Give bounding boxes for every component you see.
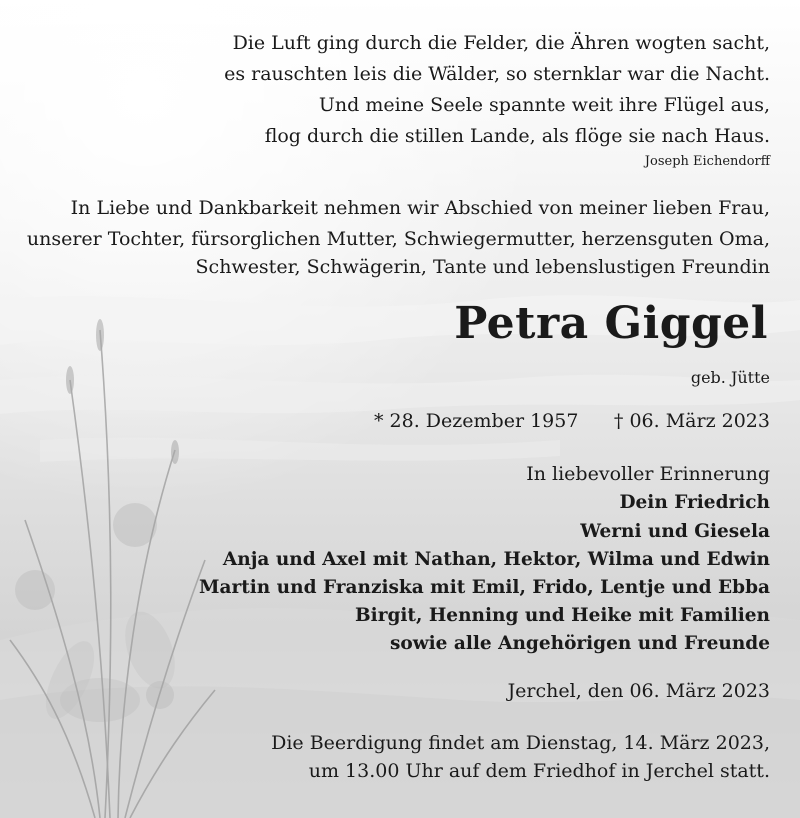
death-date: † 06. März 2023 [613,410,770,432]
mourner-line: Werni und Giesela [580,521,770,542]
poem-author: Joseph Eichendorff [644,154,770,169]
intro-line-1: In Liebe und Dankbarkeit nehmen wir Abschied von meiner lieben Frau, [70,197,770,219]
mourner-line: Birgit, Henning und Heike mit Familien [355,605,770,626]
poem-line-2: es rauschten leis die Wälder, so sternklar war die Nacht. [224,63,770,85]
mourner-line: Martin und Franziska mit Emil, Frido, Lentje und Ebba [199,577,770,598]
funeral-line-2: um 13.00 Uhr auf dem Friedhof in Jerchel statt. [308,760,770,782]
poem-line-4: flog durch die stillen Lande, als flöge sie nach Haus. [264,125,770,147]
mourner-line: Dein Friedrich [619,492,770,513]
intro-line-3: Schwester, Schwägerin, Tante und lebenslustigen Freundin [195,256,770,278]
mourner-line: Anja und Axel mit Nathan, Hektor, Wilma und Edwin [222,549,770,570]
maiden-name: geb. Jütte [690,368,770,387]
poem-line-1: Die Luft ging durch die Felder, die Ähren wogten sacht, [232,32,770,54]
poem-line-3: Und meine Seele spannte weit ihre Flügel aus, [318,94,770,116]
intro-line-2: unserer Tochter, fürsorglichen Mutter, Schwiegermutter, herzensguten Oma, [26,228,770,250]
funeral-line-1: Die Beerdigung findet am Dienstag, 14. März 2023, [271,732,770,754]
deceased-name: Petra Giggel [454,298,768,349]
mourner-line: sowie alle Angehörigen und Freunde [389,633,770,654]
place-date: Jerchel, den 06. März 2023 [507,680,770,702]
remembrance-heading: In liebevoller Erinnerung [526,463,770,485]
birth-date: * 28. Dezember 1957 [374,410,579,432]
